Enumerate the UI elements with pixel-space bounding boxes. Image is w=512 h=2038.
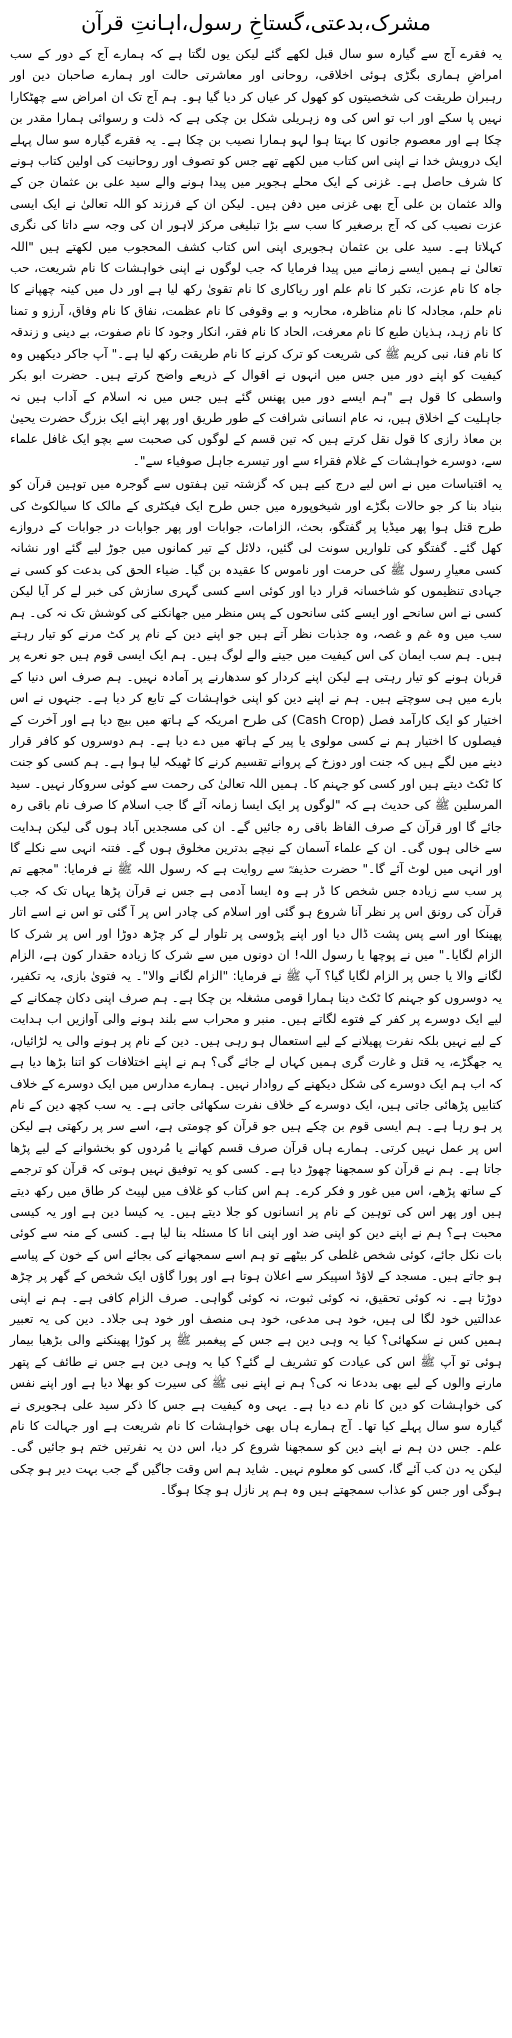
article-body <box>10 44 502 1502</box>
article-paragraph-1: یہ فقرے آج سے گیارہ سو سال قبل لکھے گئے لیکن یوں لگتا ہے کہ ہمارے آج کے دور کے سب امراضِ ہماری بگڑی ہوئی اخلاقی، روحانی اور معاشرتی حالت اور ہمارے صاحبان دین اور رہبران طریقت کی شخصیتوں کو کھول کر عیاں کر دیا گیا ہو۔ ہم آج تک ان امراض سے چھٹکارا نہیں پا سکے اور اب تو اس کی وہ زہریلی شکل بن چکی ہے کہ ذلت و رسوائی ہمارا مقدر بن چکا ہے اور معصوم جانوں کا بہتا ہوا لہو ہمارا نصیب بن چکا ہے۔ یہ فقرے گیارہ سو سال پہلے ایک درویش خدا نے اپنی اس کتاب میں لکھے تھے جس کو تصوف اور روحانیت کی اولین کتاب ہونے کا شرف حاصل ہے۔ غزنی کے ایک محلے ہجویر میں پیدا ہونے والے سید علی بن عثمان جن کے والد عثمان بن علی آج بھی غزنی میں دفن ہیں۔ لیکن ان کے فرزند کو اللہ تعالیٰ نے ایک ایسی عزت نصیب کی کہ آج برصغیر کا سب سے بڑا تبلیغی مرکز لاہور ان کی وجہ سے داتا کی نگری کہلاتا ہے۔ سید علی بن عثمان ہجویری اپنی اس کتاب کشف المحجوب میں لکھتے ہیں "اللہ تعالیٰ نے ہمیں ایسے زمانے میں پیدا فرمایا کہ جب لوگوں نے اپنی خواہشات کا نام شریعت، حب جاہ کا نام عزت، تکبر کا نام علم اور ریاکاری کا نام تقویٰ رکھ لیا ہے اور دل میں کینہ چھپانے کا نام حلم، مجادلہ کا نام مناظرہ، محاربہ و بے وقوفی کا نام عظمت، نفاق کا نام وفاق، آرزو و تمنا کا نام زہد، ہذیان طبع کا نام معرفت، الحاد کا نام فقر، انکار وجود کا نام صفوت، بے دینی و زندقہ کا نام فنا، نبی کریم ﷺ کی شریعت کو ترک کرنے کا نام طریقت رکھ لیا ہے۔" آپ جاکر دیکھیں وہ کیفیت کو اپنے دور میں جس میں انہوں نے اقوال کے ذریعے واضح کرتے ہیں۔ حضرت ابو بکر واسطی کا قول ہے "ہم ایسے دور میں پھنس گئے ہیں جس میں نہ اسلام کے آداب ہیں نہ جاہلیت کے اخلاق ہیں، نہ عام انسانی شرافت کے طور طریق اور پھر اپنے ایک بزرگ حضرت یحییٰ بن معاذ رازی کا قول نقل کرتے ہیں کہ تین قسم کے لوگوں کی صحبت سے بچو ایک غافل علماء سے، دوسرے خواہشات کے غلام فقراء سے اور تیسرے جاہل صوفیاء سے"۔ <box>10 47 502 468</box>
article-paragraph-2: یہ اقتباسات میں نے اس لیے درج کیے ہیں کہ گزشتہ تین ہفتوں سے گوجرہ میں توہین قرآن کو بنیاد بنا کر جو حالات بگڑے اور شیخوپورہ میں جس طرح ایک فیکٹری کے مالک کا سیالکوٹ کی طرح قتل ہوا پھر میڈیا پر گفتگو، بحث، الزامات، جوابات اور پھر جوابات در جوابات کے دروازے کھل گئے۔ گفتگو کی تلواریں سونت لی گئیں، دلائل کے تیر کمانوں میں جوڑ لیے گئے اور نشانہ کسی معیارِ رسول ﷺ کی حرمت اور ناموس کا عقیدہ بن گیا۔ ضیاء الحق کی بدعت کو کسی نے جہادی تنظیموں کو شاخسانہ قرار دیا اور کوئی اسے کسی گہری سازش کی خبر لے کر آیا لیکن کسی نے اس سانحے اور ایسے کئی سانحوں کے پس منظر میں جھانکنے کی کوشش تک نہ کی۔ ہم سب میں وہ غم و غصہ، وہ جذبات نظر آتے ہیں جو اپنے دین کے نام پر کٹ مرنے کو تیار رہتے ہیں۔ ہم سب ایمان کی اس کیفیت میں جینے والے لوگ ہیں۔ ہم ایک ایسی قوم ہیں جو نعرے پر قربان ہونے کو تیار رہتی ہے لیکن اپنے کردار کو سدھارنے پر آمادہ نہیں۔ ہم صرف اس دنیا کے بارے میں ہی سوچتے ہیں۔ ہم نے اپنے دین کو اپنی خواہشات کے تابع کر دیا ہے۔ جنہوں نے اس اختیار کو ایک کارآمد فصل (Cash Crop) کی طرح امریکہ کے ہاتھ میں بیچ دیا ہے اور آخرت کے فیصلوں کا اختیار ہم نے کسی مولوی یا پیر کے ہاتھ میں دے دیا ہے۔ ہم دوسروں کو کافر قرار دینے میں لگے ہیں کہ جنت اور دوزخ کے پروانے تقسیم کرنے کا ٹھیکہ لیا ہوا ہے۔ ہم کسی کو جنت کا ٹکٹ دیتے ہیں اور کسی کو جہنم کا۔ ہمیں اللہ تعالیٰ کی رحمت سے کوئی سروکار نہیں۔ سید المرسلین ﷺ کی حدیث ہے کہ "لوگوں پر ایک ایسا زمانہ آئے گا جب اسلام کا صرف نام باقی رہ جائے گا اور قرآن کے صرف الفاظ باقی رہ جائیں گے۔ ان کی مسجدیں آباد ہوں گی لیکن ہدایت سے خالی ہوں گی۔ ان کے علماء آسمان کے نیچے بدترین مخلوق ہوں گے۔ فتنہ انہی سے نکلے گا اور انہی میں لوٹ آئے گا۔" حضرت حذیفہؓ سے روایت ہے کہ رسول اللہ ﷺ نے فرمایا: "مجھے تم پر سب سے زیادہ جس شخص کا ڈر ہے وہ ایسا آدمی ہے جس نے قرآن پڑھا یہاں تک کہ جب قرآن کی رونق اس پر نظر آنا شروع ہو گئی اور اسلام کی چادر اس پر آ گئی تو اس نے اسے اتار پھینکا اور اسے پس پشت ڈال دیا اور اپنے پڑوسی پر تلوار لے کر چڑھ دوڑا اور اس پر شرک کا الزام لگایا۔" میں نے پوچھا یا رسول اللہ! ان دونوں میں سے شرک کا زیادہ حقدار کون ہے، الزام لگانے والا یا جس پر الزام لگایا گیا؟ آپ ﷺ نے فرمایا: "الزام لگانے والا"۔ یہ فتویٰ بازی، یہ تکفیر، یہ دوسروں کو جہنم کا ٹکٹ دینا ہمارا قومی مشغلہ بن چکا ہے۔ ہم صرف اپنی دکان چمکانے کے لیے ایک دوسرے پر کفر کے فتوے لگاتے ہیں۔ منبر و محراب سے بلند ہونے والی آوازیں اب ہدایت کے لیے نہیں بلکہ نفرت پھیلانے کے لیے استعمال ہو رہی ہیں۔ دین کے نام پر ہونے والی یہ لڑائیاں، یہ جھگڑے، یہ قتل و غارت گری ہمیں کہاں لے جائے گی؟ ہم نے اپنے اختلافات کو اتنا بڑھا دیا ہے کہ اب ہم ایک دوسرے کی شکل دیکھنے کے روادار نہیں۔ ہمارے مدارس میں ایک دوسرے کے خلاف کتابیں پڑھائی جاتی ہیں، ایک دوسرے کے خلاف نفرت سکھائی جاتی ہے۔ یہ سب کچھ دین کے نام پر ہو رہا ہے۔ ہم ایسی قوم بن چکے ہیں جو قرآن کو چومتی ہے، اسے سر پر رکھتی ہے لیکن اس پر عمل نہیں کرتی۔ ہمارے ہاں قرآن صرف قسم کھانے یا مُردوں کو بخشوانے کے لیے پڑھا جاتا ہے۔ ہم نے قرآن کو سمجھنا چھوڑ دیا ہے۔ کسی کو یہ توفیق نہیں ہوتی کہ قرآن کو ترجمے کے ساتھ پڑھے، اس میں غور و فکر کرے۔ ہم اس کتاب کو غلاف میں لپیٹ کر طاق میں رکھ دیتے ہیں اور پھر اس کی توہین کے نام پر انسانوں کو جلا دیتے ہیں۔ یہ کیسا دین ہے اور یہ کیسی محبت ہے؟ ہم نے اپنے دین کو اپنی ضد اور اپنی انا کا مسئلہ بنا لیا ہے۔ کسی کے منہ سے کوئی بات نکل جائے، کوئی شخص غلطی کر بیٹھے تو ہم اسے سمجھانے کی بجائے اس کے خون کے پیاسے ہو جاتے ہیں۔ مسجد کے لاؤڈ اسپیکر سے اعلان ہوتا ہے اور پورا گاؤں ایک شخص کے گھر پر چڑھ دوڑتا ہے۔ نہ کوئی تحقیق، نہ کوئی ثبوت، نہ کوئی گواہی۔ صرف الزام کافی ہے۔ ہم نے اپنی عدالتیں خود لگا لی ہیں، خود ہی مدعی، خود ہی منصف اور خود ہی جلاد۔ دین کی یہ تعبیر ہمیں کس نے سکھائی؟ کیا یہ وہی دین ہے جس کے پیغمبر ﷺ پر کوڑا پھینکنے والی بڑھیا بیمار ہوئی تو آپ ﷺ اس کی عیادت کو تشریف لے گئے؟ کیا یہ وہی دین ہے جس نے طائف کے پتھر مارنے والوں کے لیے بھی بددعا نہ کی؟ ہم نے اپنے نبی ﷺ کی سیرت کو بھلا دیا ہے اور اپنے نفس کی خواہشات کو دین کا نام دے دیا ہے۔ یہی وہ کیفیت ہے جس کا ذکر سید علی ہجویری نے گیارہ سو سال پہلے کیا تھا۔ آج ہمارے ہاں بھی خواہشات کا نام شریعت ہے اور جہالت کا نام علم۔ جس دن ہم نے اپنے دین کو سمجھنا شروع کر دیا، اس دن یہ نفرتیں ختم ہو جائیں گی۔ لیکن یہ دن کب آئے گا، کسی کو معلوم نہیں۔ شاید ہم اس وقت جاگیں گے جب بہت دیر ہو چکی ہوگی اور جس کو عذاب سمجھتے ہیں وہ ہم پر نازل ہو چکا ہوگا۔ <box>10 477 502 1498</box>
article-headline: مشرک،بدعتی،گستاخِ رسول،اہانتِ قرآن <box>80 11 432 35</box>
